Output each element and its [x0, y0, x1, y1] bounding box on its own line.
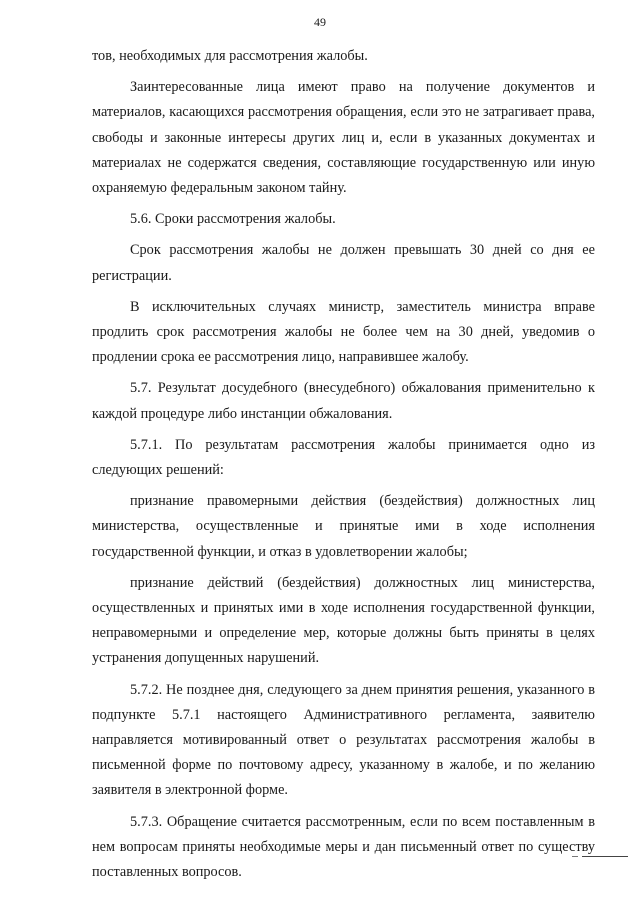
section-5-7-2: 5.7.2. Не позднее дня, следующего за днем принятия решения, указанного в подпункте 5.7.1 настоящего Административного регламента, заявителю направляется мотивированный ответ о результатах рассмотрения жалобы в письменной форме по почтовому адресу, указанному в жалобе, и по желанию заявителя в электронной форме.: [92, 681, 595, 799]
paragraph-review-term: Срок рассмотрения жалобы не должен превышать 30 дней со дня ее регистрации.: [92, 242, 595, 284]
section-5-7-1: 5.7.1. По результатам рассмотрения жалобы принимается одно из следующих решений:: [92, 436, 595, 479]
scan-artifact-line: [582, 856, 628, 857]
page-number: 49: [314, 15, 326, 29]
paragraph-continuation: тов, необходимых для рассмотрения жалобы.: [92, 48, 368, 64]
document-body: [92, 44, 595, 885]
section-5-7-heading: 5.7. Результат досудебного (внесудебного) обжалования применительно к каждой процедуре либо инстанции обжалования.: [92, 380, 595, 422]
scan-artifact-dash: [572, 856, 578, 857]
decision-lawful: признание правомерными действия (бездействия) должностных лиц министерства, осуществленные и принятые ими в ходе исполнения государственной функции, и отказ в удовлетворении жалобы;: [92, 493, 595, 560]
section-5-7-3: 5.7.3. Обращение считается рассмотренным, если по всем поставленным в нем вопросам приняты необходимые меры и дан письменный ответ по существу поставленных вопросов.: [92, 813, 595, 881]
decision-unlawful: признание действий (бездействия) должностных лиц министерства, осуществленных и принятых ими в ходе исполнения государственной функции, неправомерными и определение мер, которые должны быть приняты в целях устранения допущенных нарушений.: [92, 574, 595, 667]
paragraph-interested-parties: Заинтересованные лица имеют право на получение документов и материалов, касающихся рассмотрения обращения, если это не затрагивает права, свободы и законные интересы других лиц и, если в указанных документах и материалах не содержатся сведения, составляющие государственную или иную охраняемую федеральным законом тайну.: [92, 79, 595, 197]
section-5-6-heading: 5.6. Сроки рассмотрения жалобы.: [130, 211, 336, 228]
paragraph-term-extension: В исключительных случаях министр, заместитель министра вправе продлить срок рассмотрения жалобы не более чем на 30 дней, уведомив о продлении срока ее рассмотрения лицо, направившее жалобу.: [92, 298, 595, 366]
